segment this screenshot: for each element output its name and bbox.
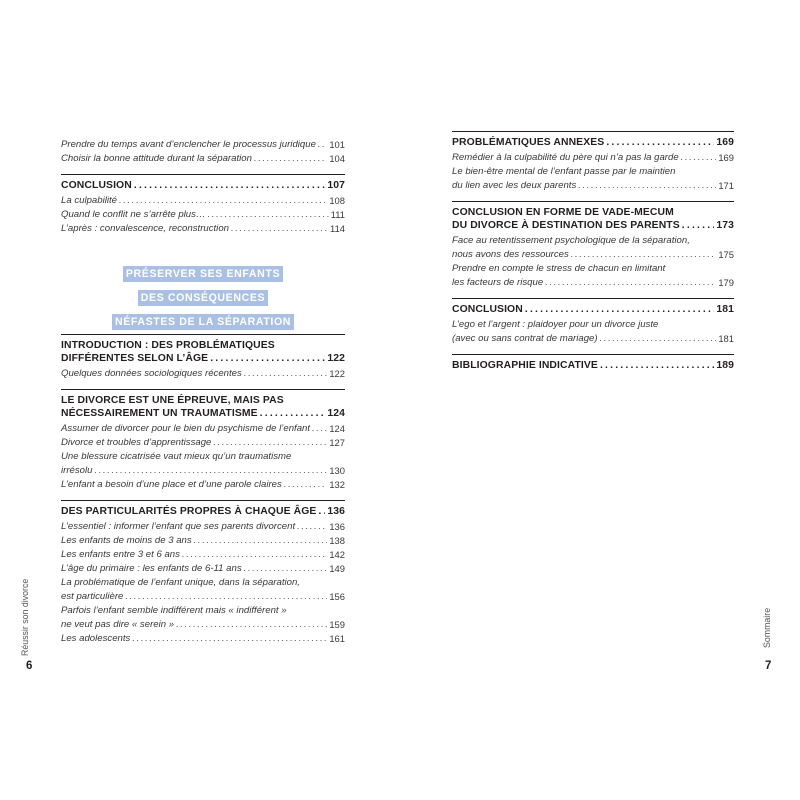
toc-entry-page: 179 — [718, 277, 734, 288]
toc-heading-page: 124 — [327, 408, 345, 419]
toc-heading-page: 181 — [716, 304, 734, 315]
toc-entry-page: 142 — [329, 549, 345, 560]
toc-entry-page: 127 — [329, 437, 345, 448]
toc-heading[interactable] — [452, 303, 734, 316]
leader-dots — [297, 520, 327, 534]
toc-entry[interactable] — [61, 422, 345, 436]
leader-dots — [318, 505, 325, 518]
section-rule — [452, 201, 734, 202]
toc-heading-page: 169 — [716, 137, 734, 148]
leader-dots — [210, 352, 325, 365]
section-rule — [452, 131, 734, 132]
toc-group-vademecum — [452, 206, 734, 290]
running-title: Sommaire — [762, 607, 772, 648]
toc-entry[interactable] — [61, 604, 345, 632]
toc-entry-page: 175 — [718, 249, 734, 260]
toc-heading-label: NÉCESSAIREMENT UN TRAUMATISME — [61, 408, 258, 419]
leader-dots — [231, 222, 328, 236]
toc-entry[interactable] — [452, 234, 734, 262]
section-rule — [61, 389, 345, 390]
toc-entry-page: 169 — [718, 152, 734, 163]
right-toc-column — [452, 131, 734, 380]
toc-entry-label: Prendre en compte le stress de chacun en limitant — [452, 263, 666, 274]
toc-entry[interactable] — [61, 222, 345, 236]
toc-entry-label: du lien avec les deux parents — [452, 180, 577, 191]
toc-entry-page: 181 — [718, 333, 734, 344]
toc-entry-page: 136 — [329, 521, 345, 532]
toc-entry-label: Le bien-être mental de l’enfant passe par le maintien — [452, 166, 676, 177]
leader-dots — [600, 359, 714, 372]
toc-entry[interactable] — [61, 520, 345, 534]
toc-heading-label: LE DIVORCE EST UNE ÉPREUVE, MAIS PAS — [61, 395, 284, 406]
toc-heading[interactable] — [452, 206, 734, 232]
toc-entry-page: 104 — [329, 153, 345, 164]
toc-entry[interactable] — [61, 534, 345, 548]
toc-entry-label: L’essentiel : informer l’enfant que ses parents divorcent — [61, 521, 296, 532]
toc-entry-label: Les enfants entre 3 et 6 ans — [61, 549, 180, 560]
toc-entry-page: 124 — [329, 423, 345, 434]
leader-dots — [132, 632, 327, 646]
leader-dots — [94, 464, 327, 478]
toc-heading-page: 136 — [327, 506, 345, 517]
toc-entry-page: 138 — [329, 535, 345, 546]
leader-dots — [119, 194, 327, 208]
toc-entry-label: est particulière — [61, 591, 124, 602]
toc-entry[interactable] — [61, 152, 345, 166]
toc-entry-label: ne veut pas dire « serein » — [61, 619, 175, 630]
toc-heading-label: BIBLIOGRAPHIE INDICATIVE — [452, 360, 598, 371]
toc-heading[interactable] — [61, 179, 345, 192]
toc-entry-page: 159 — [329, 619, 345, 630]
toc-entry-label: nous avons des ressources — [452, 249, 569, 260]
part-title-line: DES CONSÉQUENCES — [138, 290, 268, 306]
running-title: Réussir son divorce — [20, 578, 30, 656]
toc-entry-label: La problématique de l’enfant unique, dans la séparation, — [61, 577, 300, 588]
leader-dots — [182, 548, 327, 562]
toc-heading-page: 107 — [327, 180, 345, 191]
leader-dots — [318, 138, 327, 152]
toc-entry[interactable] — [61, 548, 345, 562]
toc-entry-page: 111 — [330, 209, 345, 220]
toc-entry[interactable] — [452, 262, 734, 290]
leader-dots — [578, 179, 716, 193]
toc-entry[interactable] — [61, 576, 345, 604]
leader-dots — [600, 332, 717, 346]
toc-group-continued — [61, 138, 345, 166]
leader-dots — [606, 136, 714, 149]
part-title — [61, 264, 345, 336]
toc-entry-page: 132 — [329, 479, 345, 490]
toc-entry-label: Divorce et troubles d’apprentissage — [61, 437, 212, 448]
toc-entry-label: Les adolescents — [61, 633, 131, 644]
leader-dots — [545, 276, 716, 290]
toc-heading-label: DES PARTICULARITÉS PROPRES À CHAQUE ÂGE — [61, 506, 317, 517]
toc-entry[interactable] — [452, 318, 734, 346]
toc-heading-label: PROBLÉMATIQUES ANNEXES — [452, 137, 605, 148]
toc-group-conclusion-final — [452, 303, 734, 346]
toc-heading-page: 122 — [327, 353, 345, 364]
toc-heading-page: 173 — [716, 220, 734, 231]
toc-entry[interactable] — [61, 138, 345, 152]
toc-group-chapter1 — [61, 339, 345, 381]
toc-entry[interactable] — [61, 478, 345, 492]
section-rule — [61, 174, 345, 175]
toc-heading[interactable] — [61, 339, 345, 365]
toc-entry-label: La culpabilité — [61, 195, 118, 206]
toc-heading-label: CONCLUSION EN FORME DE VADE-MECUM — [452, 207, 674, 218]
toc-entry-page: 149 — [329, 563, 345, 574]
toc-entry[interactable] — [452, 151, 734, 165]
toc-group-chapter3 — [61, 505, 345, 646]
toc-entry-label: L’ego et l’argent : plaidoyer pour un divorce juste — [452, 319, 659, 330]
toc-entry-label: Choisir la bonne attitude durant la séparation — [61, 153, 252, 164]
toc-entry[interactable] — [452, 165, 734, 193]
section-rule — [452, 298, 734, 299]
toc-entry-page: 122 — [329, 368, 345, 379]
toc-entry[interactable] — [61, 562, 345, 576]
toc-entry[interactable] — [61, 450, 345, 478]
toc-entry-page: 114 — [330, 223, 345, 234]
toc-entry-label: Quand le conflit ne s’arrête plus… — [61, 209, 206, 220]
toc-entry-label: L’enfant a besoin d’une place et d’une parole claires — [61, 479, 282, 490]
toc-entry-page: 171 — [718, 180, 734, 191]
toc-entry-page: 130 — [329, 465, 345, 476]
leader-dots — [176, 618, 327, 632]
toc-entry[interactable] — [61, 208, 345, 222]
leader-dots — [208, 208, 329, 222]
toc-entry-page: 101 — [329, 139, 345, 150]
toc-entry-label: (avec ou sans contrat de mariage) — [452, 333, 598, 344]
part-title-line: NÉFASTES DE LA SÉPARATION — [112, 314, 294, 330]
leader-dots — [682, 219, 715, 232]
section-rule — [61, 334, 345, 335]
toc-entry-label: L’âge du primaire : les enfants de 6-11 ans — [61, 563, 242, 574]
toc-entry-label: Quelques données sociologiques récentes — [61, 368, 242, 379]
toc-entry[interactable] — [61, 632, 345, 646]
leader-dots — [213, 436, 327, 450]
toc-heading-label: DIFFÉRENTES SELON L’ÂGE — [61, 353, 209, 364]
section-rule — [61, 500, 345, 501]
leader-dots — [525, 303, 715, 316]
toc-entry-label: Assumer de divorcer pour le bien du psychisme de l’enfant — [61, 423, 311, 434]
leader-dots — [284, 478, 328, 492]
toc-heading[interactable] — [61, 505, 345, 518]
leader-dots — [244, 367, 328, 381]
toc-heading[interactable] — [452, 136, 734, 149]
toc-group-chapter2 — [61, 394, 345, 492]
section-rule — [452, 354, 734, 355]
toc-entry-label: Prendre du temps avant d’enclencher le processus juridique — [61, 139, 316, 150]
toc-entry-label: Les enfants de moins de 3 ans — [61, 535, 192, 546]
leader-dots — [312, 422, 327, 436]
leader-dots — [194, 534, 328, 548]
toc-entry-label: Face au retentissement psychologique de la séparation, — [452, 235, 690, 246]
leader-dots — [244, 562, 328, 576]
toc-group-annexes — [452, 136, 734, 193]
toc-entry-page: 161 — [329, 633, 345, 644]
toc-heading-label: INTRODUCTION : DES PROBLÉMATIQUES — [61, 340, 275, 351]
leader-dots — [254, 152, 327, 166]
left-toc-column — [61, 138, 345, 244]
toc-heading[interactable] — [452, 359, 734, 372]
toc-heading-label: CONCLUSION — [61, 180, 132, 191]
part-title-line: PRÉSERVER SES ENFANTS — [123, 266, 283, 282]
toc-entry-label: Remédier à la culpabilité du père qui n’a pas la garde — [452, 152, 679, 163]
toc-entry-page: 156 — [329, 591, 345, 602]
leader-dots — [125, 590, 327, 604]
left-toc-column-lower — [61, 334, 345, 654]
page-number: 7 — [765, 660, 772, 672]
toc-entry[interactable] — [61, 367, 345, 381]
toc-entry-label: Une blessure cicatrisée vaut mieux qu’un traumatisme — [61, 451, 292, 462]
page-number: 6 — [26, 660, 33, 672]
leader-dots — [571, 248, 717, 262]
toc-entry[interactable] — [61, 436, 345, 450]
toc-entry-page: 108 — [329, 195, 345, 206]
toc-entry-label: L’après : convalescence, reconstruction — [61, 223, 229, 234]
leader-dots — [681, 151, 717, 165]
toc-heading-page: 189 — [716, 360, 734, 371]
toc-heading-label: DU DIVORCE À DESTINATION DES PARENTS — [452, 220, 680, 231]
toc-group-bibliography — [452, 359, 734, 372]
toc-heading[interactable] — [61, 394, 345, 420]
toc-entry-label: irrésolu — [61, 465, 93, 476]
toc-entry[interactable] — [61, 194, 345, 208]
leader-dots — [260, 407, 326, 420]
toc-entry-label: Parfois l’enfant semble indifférent mais « indifférent » — [61, 605, 287, 616]
toc-group-conclusion — [61, 179, 345, 236]
toc-heading-label: CONCLUSION — [452, 304, 523, 315]
toc-entry-label: les facteurs de risque — [452, 277, 544, 288]
leader-dots — [134, 179, 326, 192]
